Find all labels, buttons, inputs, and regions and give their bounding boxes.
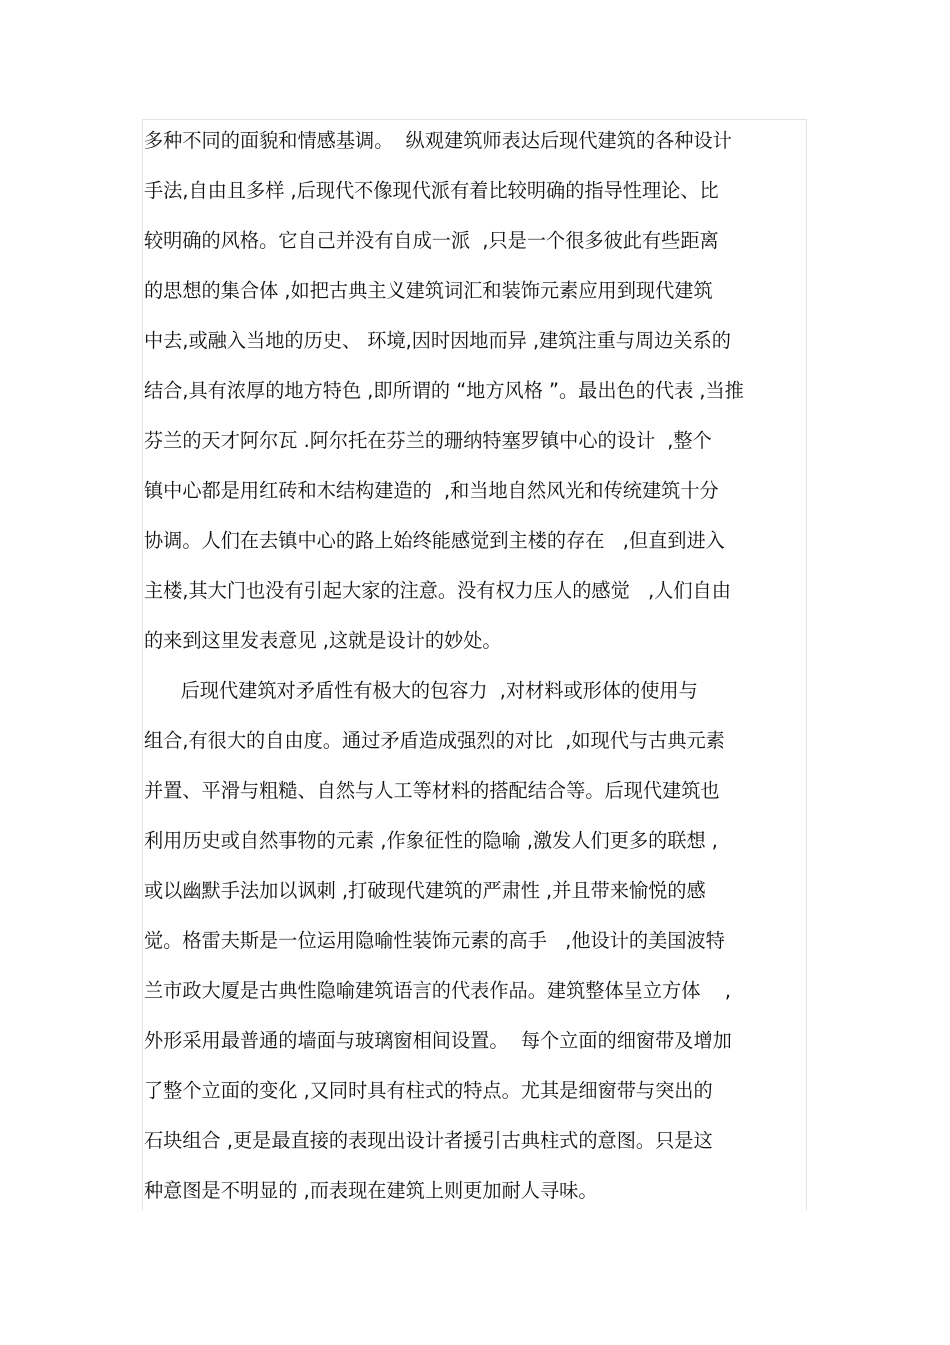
text-line: 中去,或融入当地的历史、 环境,因时因地而异 ,建筑注重与周边关系的 [144,329,731,352]
text-line: 结合,具有浓厚的地方特色 ,即所谓的 “地方风格 ”。最出色的代表 ,当推 [144,379,744,402]
text-line: 芬兰的天才阿尔瓦 .阿尔托在芬兰的珊纳特塞罗镇中心的设计 ,整个 [144,429,712,452]
text-line: 了整个立面的变化 ,又同时具有柱式的特点。尤其是细窗带与突出的 [144,1079,713,1102]
text-line: 石块组合 ,更是最直接的表现出设计者援引古典柱式的意图。只是这 [144,1129,713,1152]
text-line: 手法,自由且多样 ,后现代不像现代派有着比较明确的指导性理论、比 [144,179,719,202]
text-line: 的来到这里发表意见 ,这就是设计的妙处。 [144,629,502,652]
text-line: 或以幽默手法加以讽刺 ,打破现代建筑的严肃性 ,并且带来愉悦的感 [144,879,706,902]
text-line: 兰市政大厦是古典性隐喻建筑语言的代表作品。建筑整体呈立方体 , [144,979,731,1002]
text-line: 的思想的集合体 ,如把古典主义建筑词汇和装饰元素应用到现代建筑 [144,279,713,302]
text-line: 并置、平滑与粗糙、自然与人工等材料的搭配结合等。后现代建筑也 [144,779,720,802]
text-line: 利用历史或自然事物的元素 ,作象征性的隐喻 ,激发人们更多的联想 , [144,829,718,852]
paragraph-start-line: 后现代建筑对矛盾性有极大的包容力 ,对材料或形体的使用与 [144,679,698,702]
text-line: 组合,有很大的自由度。通过矛盾造成强烈的对比 ,如现代与古典元素 [144,729,725,752]
text-line: 协调。人们在去镇中心的路上始终能感觉到主楼的存在 ,但直到进入 [144,529,725,552]
document-body [144,124,806,1224]
text-line: 觉。格雷夫斯是一位运用隐喻性装饰元素的高手 ,他设计的美国波特 [144,929,725,952]
text-line: 外形采用最普通的墙面与玻璃窗相间设置。 每个立面的细窗带及增加 [144,1029,732,1052]
text-line: 多种不同的面貌和情感基调。 纵观建筑师表达后现代建筑的各种设计 [144,129,732,152]
text-line: 主楼,其大门也没有引起大家的注意。没有权力压人的感觉 ,人们自由 [144,579,731,602]
text-line: 较明确的风格。它自己并没有自成一派 ,只是一个很多彼此有些距离 [144,229,719,252]
text-line: 种意图是不明显的 ,而表现在建筑上则更加耐人寻味。 [144,1179,598,1202]
text-line: 镇中心都是用红砖和木结构建造的 ,和当地自然风光和传统建筑十分 [144,479,719,502]
